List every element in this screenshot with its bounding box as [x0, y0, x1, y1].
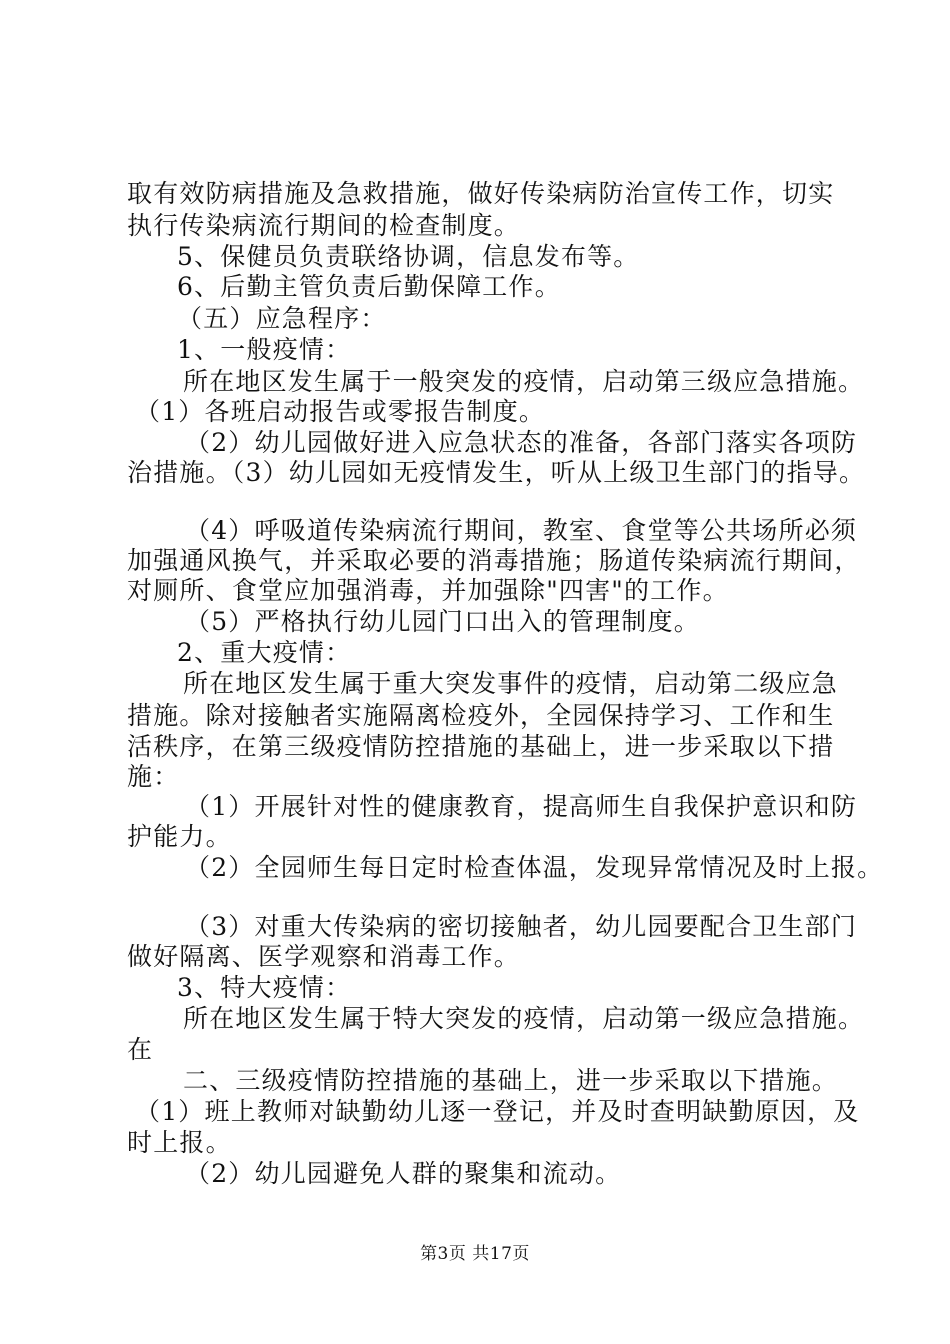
body-text-line: 在 — [127, 1035, 154, 1064]
body-text-line: 治措施。（3）幼儿园如无疫情发生，听从上级卫生部门的指导。 — [127, 458, 866, 487]
body-text-line: 加强通风换气，并采取必要的消毒措施；肠道传染病流行期间， — [127, 546, 861, 575]
body-text-line: （2）幼儿园做好进入应急状态的准备，各部门落实各项防 — [185, 428, 858, 457]
body-text-line: 二、三级疫情防控措施的基础上，进一步采取以下措施。 — [183, 1066, 839, 1095]
body-text-line: （3）对重大传染病的密切接触者，幼儿园要配合卫生部门 — [185, 912, 858, 941]
body-text-line: 活秩序，在第三级疫情防控措施的基础上，进一步采取以下措 — [127, 732, 835, 761]
body-text-line: 时上报。 — [127, 1128, 232, 1157]
body-text-line: 护能力。 — [127, 822, 232, 851]
subheading-general-epidemic: 1、一般疫情： — [177, 335, 352, 364]
body-text-line: （1）开展针对性的健康教育，提高师生自我保护意识和防 — [185, 792, 858, 821]
body-text-line: 所在地区发生属于一般突发的疫情，启动第三级应急措施。 — [183, 367, 865, 396]
body-text-line: （2）幼儿园避免人群的聚集和流动。 — [185, 1159, 622, 1188]
body-text-line: 施： — [127, 762, 180, 791]
list-item-5: 5、保健员负责联络协调，信息发布等。 — [177, 242, 640, 271]
body-text-line: 取有效防病措施及急救措施，做好传染病防治宣传工作，切实 — [127, 179, 835, 208]
body-text-line: 执行传染病流行期间的检查制度。 — [127, 211, 521, 240]
body-text-line: （4）呼吸道传染病流行期间，教室、食堂等公共场所必须 — [185, 516, 858, 545]
body-text-line: 做好隔离、医学观察和消毒工作。 — [127, 942, 521, 971]
subheading-major-epidemic: 2、重大疫情： — [177, 638, 352, 667]
body-text-line: （2）全园师生每日定时检查体温，发现异常情况及时上报。 — [185, 853, 884, 882]
page-number-footer: 第3页 共17页 — [420, 1244, 530, 1264]
body-text-line: （1）各班启动报告或零报告制度。 — [135, 397, 546, 426]
body-text-line: 措施。除对接触者实施隔离检疫外，全园保持学习、工作和生 — [127, 701, 835, 730]
body-text-line: 所在地区发生属于重大突发事件的疫情，启动第二级应急 — [183, 669, 839, 698]
body-text-line: （5）严格执行幼儿园门口出入的管理制度。 — [185, 607, 700, 636]
body-text-line: 所在地区发生属于特大突发的疫情，启动第一级应急措施。 — [183, 1004, 865, 1033]
section-heading-emergency-procedure: （五）应急程序： — [177, 304, 387, 333]
subheading-severe-epidemic: 3、特大疫情： — [177, 973, 352, 1002]
body-text-line: 对厕所、食堂应加强消毒，并加强除"四害"的工作。 — [127, 576, 729, 605]
body-text-line: （1）班上教师对缺勤幼儿逐一登记，并及时查明缺勤原因，及 — [135, 1097, 860, 1126]
list-item-6: 6、后勤主管负责后勤保障工作。 — [177, 272, 561, 301]
